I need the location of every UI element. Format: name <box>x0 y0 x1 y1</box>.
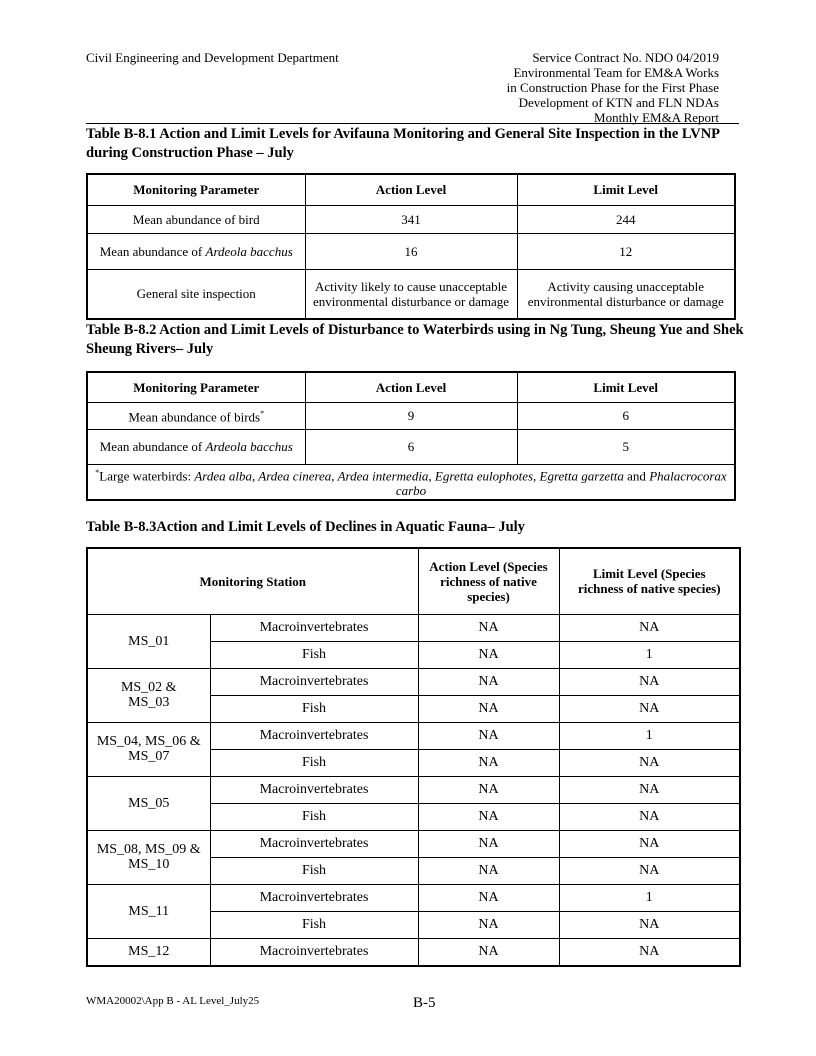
station-cell: MS_12 <box>87 938 210 966</box>
footer-file-reference: WMA20002\App B - AL Level_July25 <box>86 995 260 1007</box>
limit-level-cell: NA <box>559 803 740 830</box>
limit-level-cell: 244 <box>517 205 735 233</box>
limit-level-cell: Activity causing unacceptable environmental disturbance or damage <box>517 269 735 319</box>
limit-level-cell: NA <box>559 830 740 857</box>
station-cell: MS_05 <box>87 776 210 830</box>
header-line: in Construction Phase for the First Phase <box>506 80 719 95</box>
station-cell: MS_08, MS_09 & MS_10 <box>87 830 210 884</box>
table-row <box>87 830 740 857</box>
table1-caption: Table B-8.1 Action and Limit Levels for Avifauna Monitoring and General Site Inspection in the LVNP during Construction Phase – July <box>86 126 720 161</box>
table2-header-limit: Limit Level <box>517 372 735 402</box>
footnote-species: Ardea alba, Ardea cinerea, Ardea intermedia, Egretta eulophotes, Egretta garzetta <box>194 468 624 484</box>
table3-header-limit: Limit Level (Species richness of native species) <box>559 548 740 614</box>
action-level-cell: NA <box>418 857 559 884</box>
limit-level-cell: NA <box>559 857 740 884</box>
limit-level-cell: 5 <box>517 429 735 464</box>
fauna-type-cell: Fish <box>210 911 418 938</box>
parameter-cell: Mean abundance of bird <box>87 205 305 233</box>
fauna-type-cell: Fish <box>210 695 418 722</box>
action-level-cell: 6 <box>305 429 517 464</box>
table-row <box>87 722 740 749</box>
parameter-cell <box>87 429 305 464</box>
limit-level-cell: NA <box>559 668 740 695</box>
action-level-cell: NA <box>418 641 559 668</box>
action-level-cell: NA <box>418 695 559 722</box>
action-level-cell: NA <box>418 911 559 938</box>
fauna-type-cell: Macroinvertebrates <box>210 938 418 966</box>
table-row <box>87 776 740 803</box>
station-cell: MS_01 <box>87 614 210 668</box>
limit-level-cell: NA <box>559 911 740 938</box>
fauna-type-cell: Fish <box>210 803 418 830</box>
table1-header-limit: Limit Level <box>517 174 735 205</box>
action-level-cell: NA <box>418 614 559 641</box>
fauna-type-cell: Fish <box>210 641 418 668</box>
footnote-marker: * <box>260 409 265 419</box>
limit-level-cell: 1 <box>559 722 740 749</box>
table2 <box>86 371 736 501</box>
table2-caption: Table B-8.2 Action and Limit Levels of Disturbance to Waterbirds using in Ng Tung, Sheung Yue and Shek Sheung Rivers– July <box>86 322 744 357</box>
table-row <box>87 269 735 319</box>
table2-footnote-row <box>87 464 735 500</box>
table-row <box>87 233 735 269</box>
header-line: Monthly EM&A Report <box>594 110 719 125</box>
table-row <box>87 205 735 233</box>
action-level-cell: NA <box>418 830 559 857</box>
table1-header-parameter: Monitoring Parameter <box>87 174 305 205</box>
parameter-text: Mean abundance of birds <box>128 409 261 425</box>
fauna-type-cell: Fish <box>210 749 418 776</box>
fauna-type-cell: Macroinvertebrates <box>210 614 418 641</box>
header-line: Environmental Team for EM&A Works <box>513 65 719 80</box>
fauna-type-cell: Macroinvertebrates <box>210 884 418 911</box>
table-row <box>87 884 740 911</box>
limit-level-cell: NA <box>559 938 740 966</box>
limit-level-cell: NA <box>559 695 740 722</box>
limit-level-cell: 1 <box>559 884 740 911</box>
action-level-cell: NA <box>418 776 559 803</box>
table1-header-row <box>87 174 735 205</box>
station-cell: MS_04, MS_06 & MS_07 <box>87 722 210 776</box>
fauna-type-cell: Macroinvertebrates <box>210 830 418 857</box>
fauna-type-cell: Fish <box>210 857 418 884</box>
fauna-type-cell: Macroinvertebrates <box>210 722 418 749</box>
table2-header-row <box>87 372 735 402</box>
station-cell: MS_11 <box>87 884 210 938</box>
action-level-cell: NA <box>418 722 559 749</box>
parameter-text: Mean abundance of <box>99 439 206 454</box>
limit-level-cell: NA <box>559 614 740 641</box>
species-name: Ardeola bacchus <box>205 243 293 259</box>
action-level-cell: NA <box>418 938 559 966</box>
page-number: B-5 <box>413 995 436 1011</box>
action-level-cell: NA <box>418 803 559 830</box>
table3-header-station: Monitoring Station <box>87 548 418 614</box>
table1 <box>86 173 736 320</box>
limit-level-cell: NA <box>559 776 740 803</box>
header-line: Development of KTN and FLN NDAs <box>518 95 719 110</box>
action-level-cell: Activity likely to cause unacceptable environmental disturbance or damage <box>305 269 517 319</box>
table2-footnote <box>87 464 735 500</box>
table-row <box>87 668 740 695</box>
header-divider <box>86 123 739 124</box>
station-cell: MS_02 & MS_03 <box>87 668 210 722</box>
header-line: Service Contract No. NDO 04/2019 <box>532 50 719 65</box>
footnote-species-last: Phalacrocorax carbo <box>395 468 727 499</box>
table2-header-parameter: Monitoring Parameter <box>87 372 305 402</box>
table-row <box>87 402 735 429</box>
table-row <box>87 429 735 464</box>
table3 <box>86 547 741 967</box>
parameter-cell <box>87 402 305 429</box>
table2-header-action: Action Level <box>305 372 517 402</box>
footnote-marker: * <box>95 468 100 478</box>
limit-level-cell: 1 <box>559 641 740 668</box>
fauna-type-cell: Macroinvertebrates <box>210 668 418 695</box>
header-department: Civil Engineering and Development Department <box>86 50 339 65</box>
footnote-and: and <box>623 468 650 484</box>
parameter-cell: General site inspection <box>87 269 305 319</box>
action-level-cell: NA <box>418 749 559 776</box>
table-row <box>87 614 740 641</box>
table-row <box>87 938 740 966</box>
table1-header-action: Action Level <box>305 174 517 205</box>
fauna-type-cell: Macroinvertebrates <box>210 776 418 803</box>
action-level-cell: NA <box>418 884 559 911</box>
action-level-cell: 341 <box>305 205 517 233</box>
header-contract-info <box>507 50 719 125</box>
parameter-cell <box>87 233 305 269</box>
limit-level-cell: 6 <box>517 402 735 429</box>
limit-level-cell: 12 <box>517 233 735 269</box>
footnote-prefix: Large waterbirds: <box>99 468 195 484</box>
action-level-cell: 9 <box>305 402 517 429</box>
species-name: Ardeola bacchus <box>205 439 293 454</box>
action-level-cell: 16 <box>305 233 517 269</box>
table3-header-row <box>87 548 740 614</box>
action-level-cell: NA <box>418 668 559 695</box>
parameter-text: Mean abundance of <box>99 243 206 259</box>
table3-caption: Table B-8.3Action and Limit Levels of Declines in Aquatic Fauna– July <box>86 519 525 535</box>
table3-header-action: Action Level (Species richness of native species) <box>418 548 559 614</box>
limit-level-cell: NA <box>559 749 740 776</box>
